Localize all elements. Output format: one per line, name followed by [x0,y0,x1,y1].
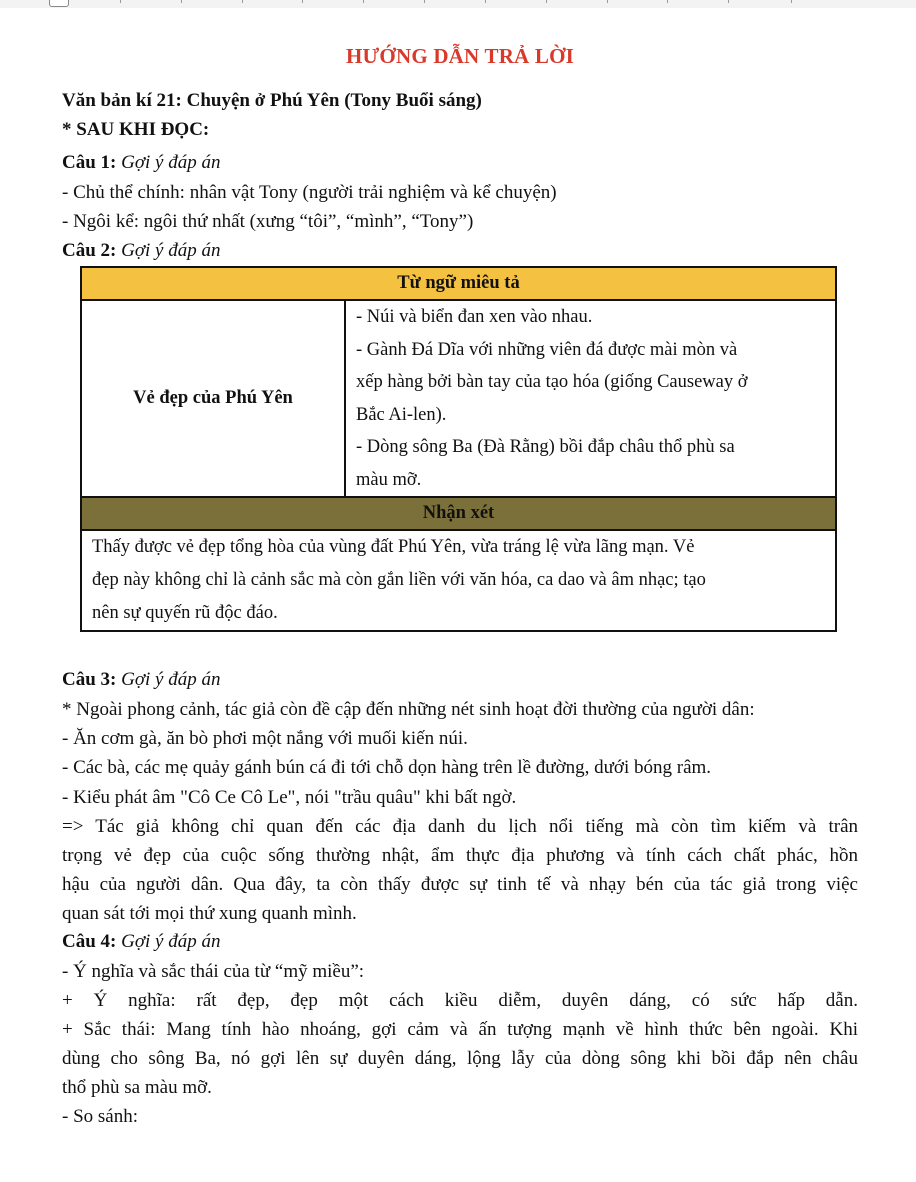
ruler-tick [667,0,668,3]
ruler-tick [424,0,425,3]
ruler-tick [546,0,547,3]
table-header: Từ ngữ miêu tả [81,267,836,300]
answer-line: hậu của người dân. Qua đây, ta còn thấy được sự tinh tế và nhạy bén của tác giả trong việc [62,874,858,895]
question-hint: Gợi ý đáp án [121,152,221,173]
section-heading: * SAU KHI ĐỌC: [62,119,210,140]
question-label: Câu 2: [62,240,117,261]
answer-line: - So sánh: [62,1106,138,1127]
ruler [0,0,916,8]
question-hint: Gợi ý đáp án [121,931,221,952]
subtitle: Văn bản kí 21: Chuyện ở Phú Yên (Tony Buổi sáng) [62,90,482,111]
row-line: màu mỡ. [356,469,422,490]
answer-line: - Ngôi kể: ngôi thứ nhất (xưng “tôi”, “mình”, “Tony”) [62,211,474,232]
comment-body [81,530,836,631]
row-body [345,300,836,497]
comment-line: đẹp này không chỉ là cảnh sắc mà còn gắn liền với văn hóa, ca dao và âm nhạc; tạo [92,570,706,590]
ruler-tick [607,0,608,3]
ruler-tick [120,0,121,3]
row-line: - Dòng sông Ba (Đà Rằng) bồi đắp châu thổ phù sa [356,437,735,457]
answer-line: dùng cho sông Ba, nó gợi lên sự duyên dáng, lộng lẫy của dòng sông khi bồi đắp nên châu [62,1048,858,1069]
answer-line: - Ý nghĩa và sắc thái của từ “mỹ miều”: [62,961,365,982]
table-row [81,530,836,631]
row-line: - Núi và biển đan xen vào nhau. [356,307,593,327]
document-title: HƯỚNG DẪN TRẢ LỜI [345,44,574,68]
question-hint: Gợi ý đáp án [121,669,221,690]
comment-line: nên sự quyến rũ độc đáo. [92,603,278,623]
row-line: Bắc Ai-len). [356,404,447,425]
ruler-tick [791,0,792,3]
ruler-tick [363,0,364,3]
answer-line: - Ăn cơm gà, ăn bò phơi một nắng với muối kiến núi. [62,728,468,749]
answer-line: thổ phù sa màu mỡ. [62,1077,212,1098]
question-1-heading [62,151,220,175]
indent-handle[interactable] [49,0,69,7]
answer-line: + Sắc thái: Mang tính hào nhoáng, gợi cảm và ấn tượng mạnh về hình thức bên ngoài. Khi [62,1019,858,1040]
question-2-heading [62,239,220,263]
answer-line: trọng vẻ đẹp của cuộc sống thường nhật, ẩm thực địa phương và tính cách chất phác, hồn [62,845,858,866]
row-label: Vẻ đẹp của Phú Yên [81,300,345,497]
answer-line: - Chủ thể chính: nhân vật Tony (người trải nghiệm và kể chuyện) [62,182,557,203]
answer-line: + Ý nghĩa: rất đẹp, đẹp một cách kiều diễm, duyên dáng, có sức hấp dẫn. [62,990,858,1011]
answer-line: - Kiểu phát âm "Cô Ce Cô Le", nói "trầu quâu" khi bất ngờ. [62,787,517,808]
question-3-heading [62,668,220,692]
row-line: xếp hàng bởi bàn tay của tạo hóa (giống Causeway ở [356,372,748,392]
ruler-tick [242,0,243,3]
answer-line: - Các bà, các mẹ quảy gánh bún cá đi tới chỗ dọn hàng trên lề đường, dưới bóng râm. [62,757,712,778]
ruler-tick [728,0,729,3]
answer-line: * Ngoài phong cảnh, tác giả còn đề cập đến những nét sinh hoạt đời thường của người dân: [62,699,755,720]
ruler-tick [302,0,303,3]
ruler-tick [485,0,486,3]
table-row [81,300,836,497]
answer-line: quan sát tới mọi thứ xung quanh mình. [62,903,357,924]
question-label: Câu 4: [62,931,117,952]
row-line: - Gành Đá Dĩa với những viên đá được mài mòn và [356,339,738,360]
question-label: Câu 3: [62,669,117,690]
description-table [80,266,837,632]
question-label: Câu 1: [62,152,117,173]
question-4-heading [62,930,220,954]
question-hint: Gợi ý đáp án [121,240,221,261]
comment-header: Nhận xét [81,497,836,530]
comment-line: Thấy được vẻ đẹp tổng hòa của vùng đất Phú Yên, vừa tráng lệ vừa lãng mạn. Vẻ [92,537,695,557]
answer-line: => Tác giả không chỉ quan đến các địa danh du lịch nổi tiếng mà còn tìm kiếm và trân [62,816,858,837]
ruler-tick [181,0,182,3]
